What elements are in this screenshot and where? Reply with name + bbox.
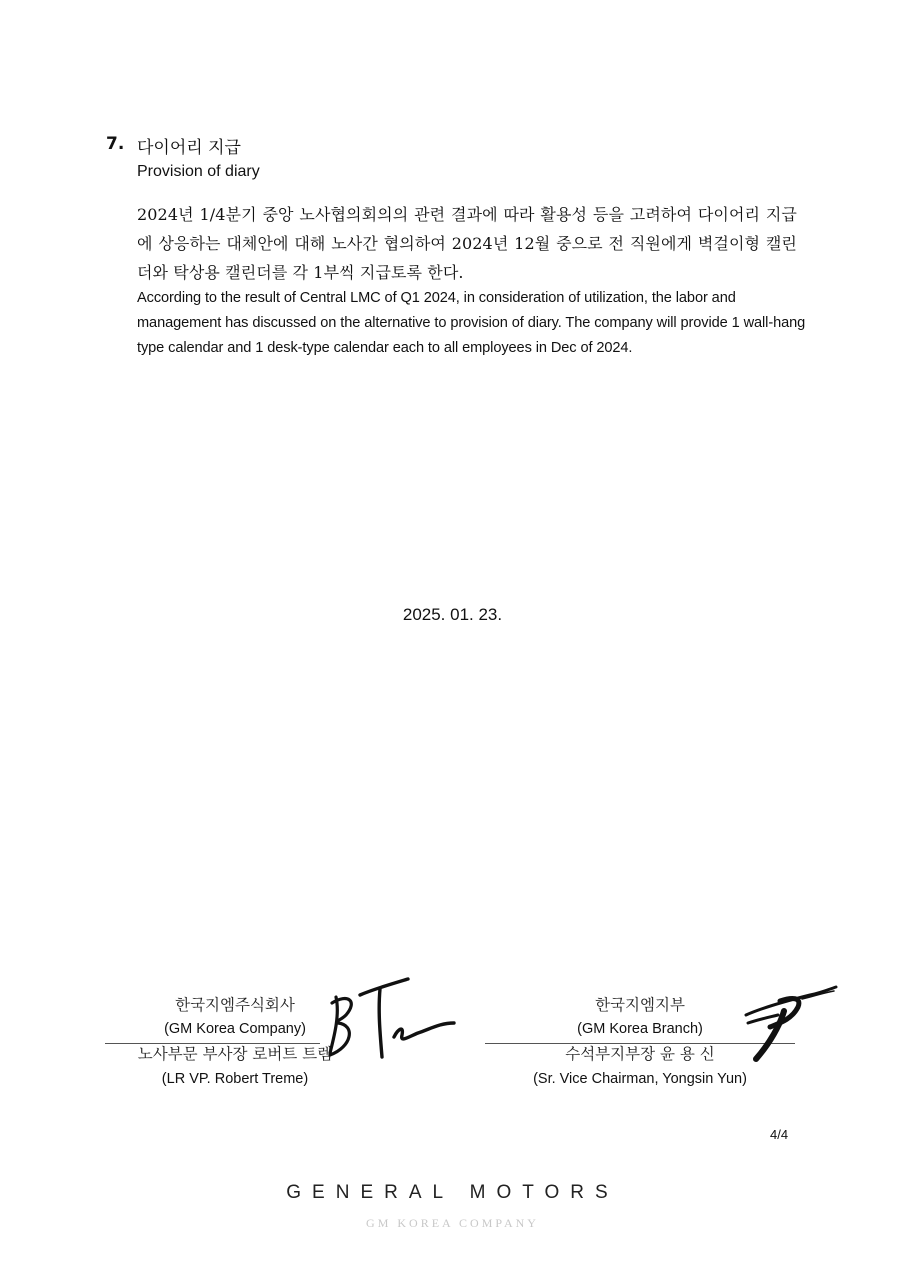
section-number: 7. [106,134,125,154]
handwritten-signature-right [740,985,840,1065]
union-signatory-title-english: (Sr. Vice Chairman, Yongsin Yun) [533,1071,747,1087]
page-number: 4/4 [770,1127,789,1142]
gm-korea-company-watermark: GM KOREA COMPANY [366,1216,539,1230]
handwritten-signature-left [322,975,462,1065]
company-signatory-title-korean: 노사부문 부사장 로버트 트렘 [137,1045,333,1063]
company-signatory-title-english: (LR VP. Robert Treme) [161,1071,309,1087]
section-body-english: According to the result of Central LMC of Q1 2024, in consideration of utilization, the labor and management has discussed on the alternative to provision of diary. The company will provide 1 wall-hang type calendar and 1 desk-type calendar each to all employees in Dec of 2024. [137,290,806,356]
section-title-english: Provision of diary [137,163,260,180]
union-name-korean: 한국지엠지부 [595,996,685,1014]
section-title-korean: 다이어리 지급 [137,138,241,158]
union-signatory-title-korean: 수석부지부장 윤 용 신 [565,1045,715,1063]
signature-line-left [105,1043,320,1044]
union-name-english: (GM Korea Branch) [577,1021,703,1037]
general-motors-logo: GENERAL MOTORS [286,1182,619,1203]
document-date: 2025. 01. 23. [402,605,503,624]
company-name-english: (GM Korea Company) [164,1021,306,1037]
section-body-korean: 2024년 1/4분기 중앙 노사협의회의의 관련 결과에 따라 활용성 등을 고려하여 다이어리 지급에 상응하는 대체안에 대해 노사간 협의하여 2024년 12월 중으로 전 직원에게 벽걸이형 캘린더와 탁상용 캘린더를 각 1부씩 지급토록 한다. [137,205,797,282]
company-name-korean: 한국지엠주식회사 [175,996,295,1014]
